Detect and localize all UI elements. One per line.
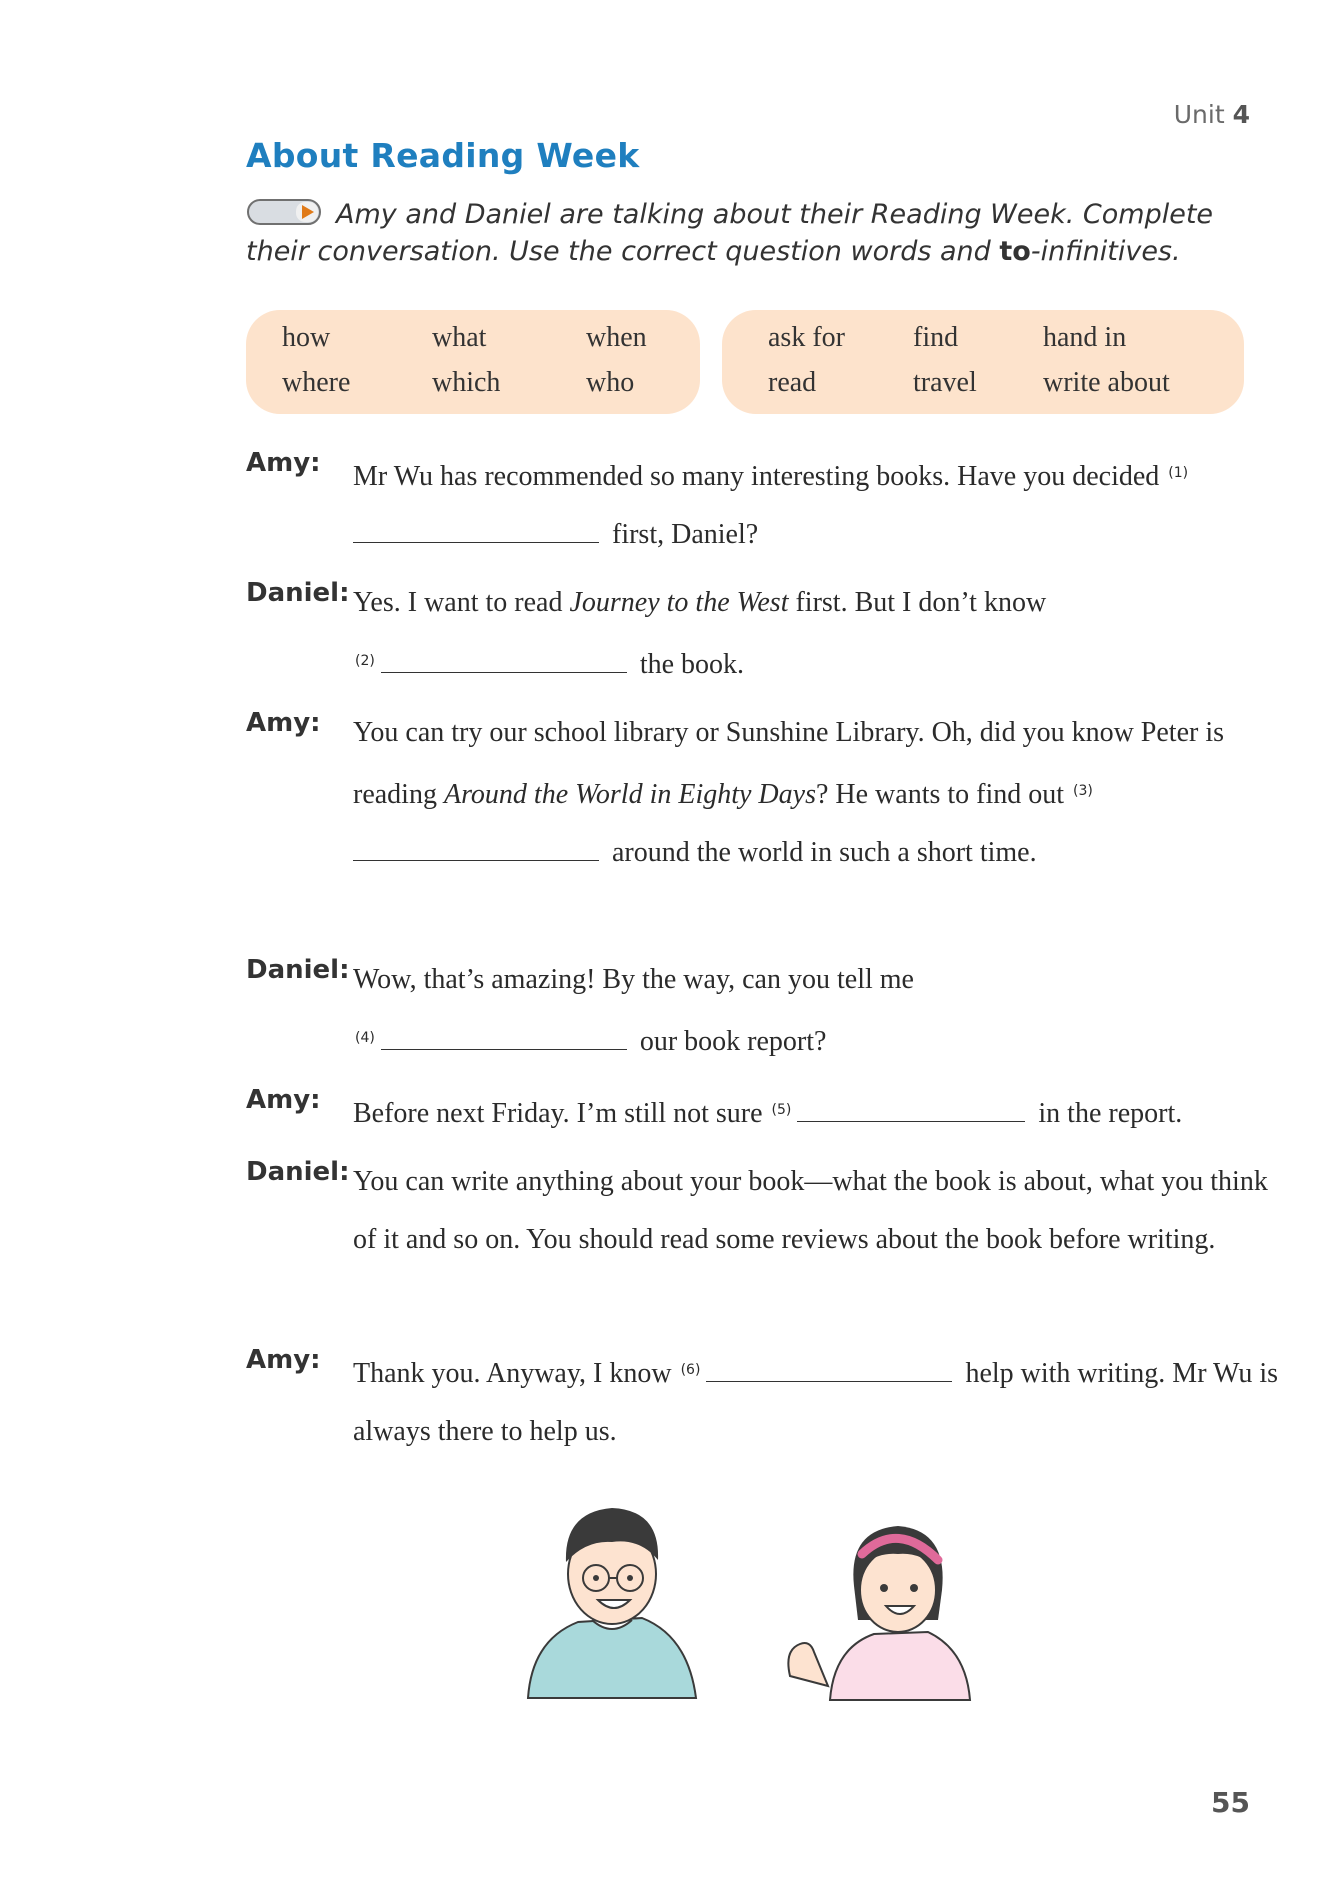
children-illustration <box>520 1490 1020 1720</box>
speaker: Amy: <box>246 708 321 738</box>
verb: hand in <box>1043 322 1127 353</box>
unit-label: Unit 4 <box>1173 100 1250 129</box>
verb: write about <box>1043 367 1170 398</box>
answer-blank-5[interactable] <box>797 1101 1025 1122</box>
instruction: Amy and Daniel are talking about their Reading Week. Complete their conversation. Use the correct question words and to-infinitives. <box>246 199 1214 267</box>
dialogue-text: Before next Friday. I’m still not sure $^{(5)}$ in the report. <box>353 1098 1183 1129</box>
question-word: when <box>586 322 647 353</box>
speaker: Amy: <box>246 1345 321 1375</box>
answer-blank-6[interactable] <box>706 1361 952 1382</box>
question-word: which <box>432 367 501 398</box>
dialogue-text: Wow, that’s amazing! By the way, can you tell me $^{(4)}$ our book report? <box>353 964 914 1057</box>
section-title: About Reading Week <box>246 136 640 175</box>
dialogue-text: Thank you. Anyway, I know $^{(6)}$ help with writing. Mr Wu is always there to help us. <box>353 1358 1279 1447</box>
speaker: Daniel: <box>246 1157 350 1187</box>
verb: travel <box>913 367 977 398</box>
page-number: 55 <box>1211 1786 1250 1819</box>
verb-box <box>722 310 1244 414</box>
verb: read <box>768 367 817 398</box>
speaker: Amy: <box>246 1085 321 1115</box>
answer-blank-2[interactable] <box>381 652 627 673</box>
question-word: who <box>586 367 635 398</box>
dialogue-text: You can try our school library or Sunshine Library. Oh, did you know Peter is reading Around the World in Eighty Days? He wants to find out $^{(3)}$ around the world in such a short time. <box>353 717 1225 868</box>
answer-blank-1[interactable] <box>353 522 599 543</box>
answer-blank-4[interactable] <box>381 1029 627 1050</box>
question-word: how <box>282 322 331 353</box>
boy-illustration <box>528 1508 696 1698</box>
verb: ask for <box>768 322 845 353</box>
girl-illustration <box>788 1526 970 1700</box>
dialogue-text: Yes. I want to read Journey to the West first. But I don’t know $^{(2)}$ the book. <box>353 587 1047 680</box>
speaker: Daniel: <box>246 955 350 985</box>
dialogue-text: You can write anything about your book—what the book is about, what you think of it and so on. You should read some reviews about the book before writing. <box>353 1166 1268 1255</box>
verb: find <box>913 322 959 353</box>
answer-blank-3[interactable] <box>353 840 599 861</box>
question-word-box <box>246 310 700 414</box>
speaker: Daniel: <box>246 578 350 608</box>
question-word: what <box>432 322 487 353</box>
question-word: where <box>282 367 351 398</box>
dialogue-text: Mr Wu has recommended so many interesting books. Have you decided $^{(1)}$ first, Daniel? <box>353 461 1189 550</box>
speaker: Amy: <box>246 448 321 478</box>
activity-toggle-icon <box>246 197 324 227</box>
